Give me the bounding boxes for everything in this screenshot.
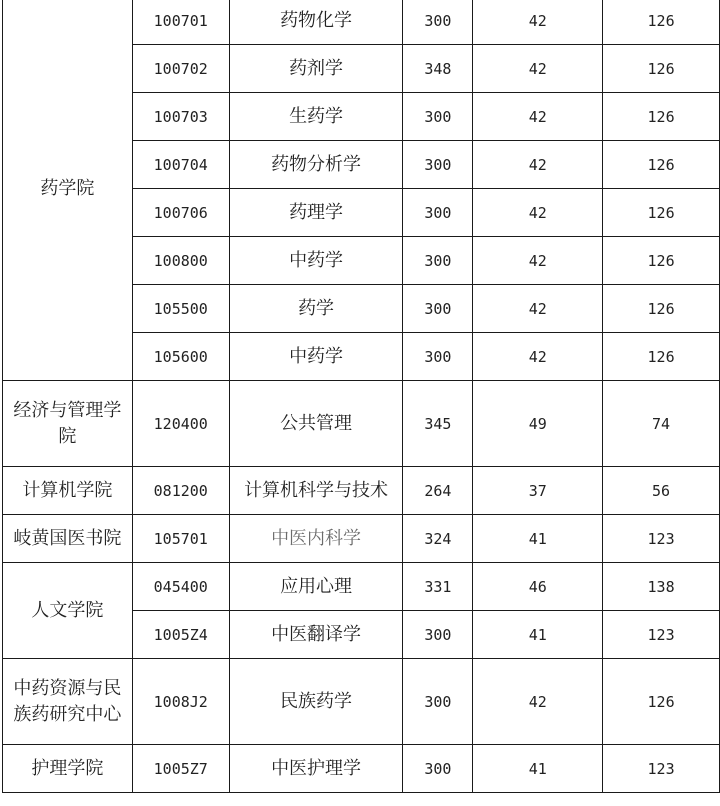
dept-cell: 计算机学院 (3, 467, 133, 515)
single-subject-score-cell: 42 (473, 141, 603, 189)
code-cell: 105701 (132, 515, 229, 563)
total-score-cell: 331 (403, 563, 473, 611)
total-score-cell: 300 (403, 611, 473, 659)
major-cell: 中医翻译学 (229, 611, 403, 659)
single-subject-score-cell: 49 (473, 381, 603, 467)
code-cell: 100702 (132, 45, 229, 93)
single-subject-score-cell: 126 (603, 237, 720, 285)
single-subject-score-cell: 42 (473, 45, 603, 93)
code-cell: 100800 (132, 237, 229, 285)
major-cell: 药学 (229, 285, 403, 333)
total-score-cell: 300 (403, 93, 473, 141)
single-subject-score-cell: 46 (473, 563, 603, 611)
dept-cell: 护理学院 (3, 745, 133, 793)
dept-cell: 经济与管理学院 (3, 381, 133, 467)
table-row (3, 563, 720, 611)
single-subject-score-cell: 123 (603, 611, 720, 659)
code-cell: 120400 (132, 381, 229, 467)
total-score-cell: 300 (403, 141, 473, 189)
major-cell: 应用心理 (229, 563, 403, 611)
code-cell: 1008J2 (132, 659, 229, 745)
admission-score-table (2, 0, 720, 793)
table-row (3, 381, 720, 467)
total-score-cell: 300 (403, 333, 473, 381)
total-score-cell: 300 (403, 659, 473, 745)
major-cell: 药物分析学 (229, 141, 403, 189)
single-subject-score-cell: 126 (603, 333, 720, 381)
major-cell: 药剂学 (229, 45, 403, 93)
single-subject-score-cell: 123 (603, 745, 720, 793)
total-score-cell: 264 (403, 467, 473, 515)
single-subject-score-cell: 126 (603, 285, 720, 333)
major-cell: 计算机科学与技术 (229, 467, 403, 515)
single-subject-score-cell: 123 (603, 515, 720, 563)
single-subject-score-cell: 42 (473, 0, 603, 45)
single-subject-score-cell: 42 (473, 237, 603, 285)
code-cell: 045400 (132, 563, 229, 611)
total-score-cell: 300 (403, 189, 473, 237)
major-cell: 公共管理 (229, 381, 403, 467)
total-score-cell: 345 (403, 381, 473, 467)
single-subject-score-cell: 74 (603, 381, 720, 467)
major-cell: 中药学 (229, 333, 403, 381)
table-row (3, 467, 720, 515)
dept-cell: 药学院 (3, 0, 133, 381)
code-cell: 100704 (132, 141, 229, 189)
single-subject-score-cell: 42 (473, 93, 603, 141)
code-cell: 100706 (132, 189, 229, 237)
total-score-cell: 324 (403, 515, 473, 563)
major-cell: 中药学 (229, 237, 403, 285)
single-subject-score-cell: 42 (473, 285, 603, 333)
total-score-cell: 300 (403, 745, 473, 793)
single-subject-score-cell: 41 (473, 515, 603, 563)
single-subject-score-cell: 126 (603, 659, 720, 745)
single-subject-score-cell: 126 (603, 45, 720, 93)
single-subject-score-cell: 42 (473, 659, 603, 745)
dept-cell: 中药资源与民族药研究中心 (3, 659, 133, 745)
code-cell: 105500 (132, 285, 229, 333)
table-wrapper (2, 0, 720, 793)
dept-cell: 人文学院 (3, 563, 133, 659)
single-subject-score-cell: 37 (473, 467, 603, 515)
major-cell: 中医护理学 (229, 745, 403, 793)
single-subject-score-cell: 56 (603, 467, 720, 515)
table-row (3, 515, 720, 563)
dept-cell: 岐黄国医书院 (3, 515, 133, 563)
code-cell: 100701 (132, 0, 229, 45)
code-cell: 1005Z7 (132, 745, 229, 793)
major-cell: 中医内科学 (229, 515, 403, 563)
single-subject-score-cell: 126 (603, 93, 720, 141)
total-score-cell: 300 (403, 0, 473, 45)
code-cell: 1005Z4 (132, 611, 229, 659)
table-row (3, 745, 720, 793)
total-score-cell: 300 (403, 237, 473, 285)
major-cell: 生药学 (229, 93, 403, 141)
single-subject-score-cell: 41 (473, 611, 603, 659)
major-cell: 民族药学 (229, 659, 403, 745)
single-subject-score-cell: 126 (603, 0, 720, 45)
code-cell: 100703 (132, 93, 229, 141)
major-cell: 药物化学 (229, 0, 403, 45)
total-score-cell: 300 (403, 285, 473, 333)
table-row (3, 0, 720, 45)
total-score-cell: 348 (403, 45, 473, 93)
single-subject-score-cell: 138 (603, 563, 720, 611)
single-subject-score-cell: 126 (603, 141, 720, 189)
single-subject-score-cell: 126 (603, 189, 720, 237)
single-subject-score-cell: 42 (473, 189, 603, 237)
table-row (3, 659, 720, 745)
single-subject-score-cell: 42 (473, 333, 603, 381)
single-subject-score-cell: 41 (473, 745, 603, 793)
code-cell: 081200 (132, 467, 229, 515)
major-cell: 药理学 (229, 189, 403, 237)
code-cell: 105600 (132, 333, 229, 381)
